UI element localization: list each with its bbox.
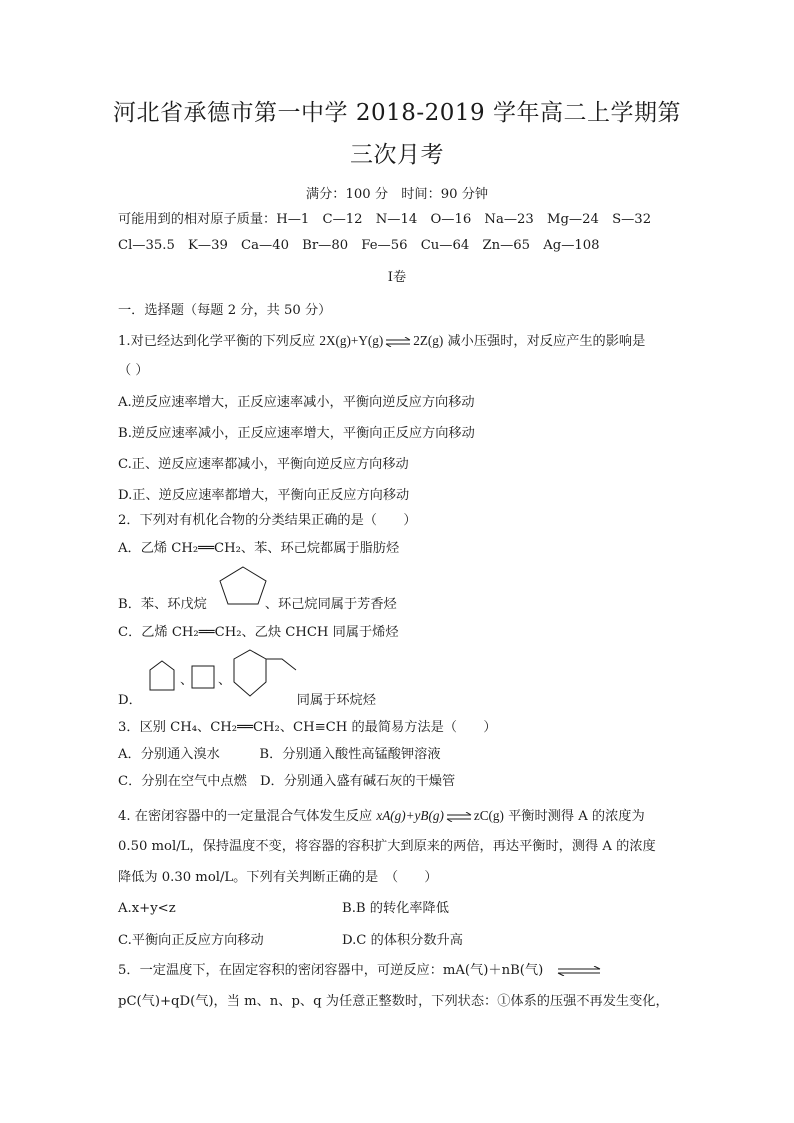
volume-label: Ⅰ卷 [387, 270, 407, 285]
q2-option-d-post: 同属于环烷烃 [296, 693, 376, 708]
q1-equation-right: 2Z(g) [413, 333, 444, 348]
atomic-mass-line-1: 可能用到的相对原子质量：H—1 C—12 N—14 O—16 Na—23 Mg—24 S—32 [118, 212, 652, 227]
q2-option-b-pre: B．苯、环戊烷 [118, 597, 207, 612]
q2-option-a: A．乙烯 CH₂══CH₂、苯、环己烷都属于脂肪烃 [118, 541, 400, 556]
cyclobutane-structure-icon [190, 664, 216, 690]
q1-stem-a: 1.对已经达到化学平衡的下列反应 [118, 334, 316, 349]
equilibrium-arrows-icon [557, 966, 601, 976]
q4-line-2: 0.50 mol/L，保持温度不变，将容器的容积扩大到原来的两倍，再达平衡时，测得 A 的浓度 [118, 839, 656, 854]
q2-option-d [118, 692, 376, 710]
q4-option-d: D.C 的体积分数升高 [342, 933, 463, 948]
q3-options-ab: A．分别通入溴水 B．分别通入酸性高锰酸钾溶液 [118, 747, 441, 762]
q2-option-d-pre: D． [118, 693, 142, 708]
q1-stem-b: 减小压强时，对反应产生的影响是 [447, 334, 646, 349]
q4-equation-right: zC(g) [473, 808, 504, 823]
equilibrium-arrows-icon [385, 337, 411, 347]
exam-info: 满分：100 分 时间：90 分钟 [305, 187, 489, 202]
q1-option-c: C.正、逆反应速率都减小，平衡向逆反应方向移动 [118, 457, 409, 472]
q5-line-2: pC(气)+qD(气)，当 m、n、p、q 为任意正整数时，下列状态：①体系的压强不再发生变化， [118, 994, 669, 1009]
q2-option-b-post: 、环己烷同属于芳香烃 [264, 597, 397, 612]
q2-option-b [118, 596, 397, 614]
q1-option-a: A.逆反应速率增大，正反应速率减小，平衡向逆反应方向移动 [118, 395, 475, 410]
section-heading: 一．选择题（每题 2 分，共 50 分） [118, 303, 332, 318]
q4-option-a: A.x+y<z [118, 901, 176, 916]
q4-equation-left: xA(g)+yB(g) [376, 808, 444, 823]
q4-option-c: C.平衡向正反应方向移动 [118, 933, 264, 948]
q2-option-d-separator-1: 、 [180, 673, 194, 688]
q4-stem-b: 平衡时测得 A 的浓度为 [508, 809, 645, 824]
atomic-mass-line-2: Cl—35.5 K—39 Ca—40 Br—80 Fe—56 Cu—64 Zn—65 Ag—108 [118, 238, 600, 253]
q2-option-c: C．乙烯 CH₂══CH₂、乙炔 CHCH 同属于烯烃 [118, 625, 399, 640]
q1-stem-c: （ ） [118, 363, 149, 378]
q4-stem [118, 807, 645, 826]
q1-stem [118, 332, 645, 351]
q1-option-b: B.逆反应速率减小，正反应速率增大，平衡向正反应方向移动 [118, 426, 475, 441]
q2-option-d-separator-2: 、 [218, 673, 232, 688]
q4-line-3: 降低为 0.30 mol/L。下列有关判断正确的是 （ ） [118, 870, 438, 885]
cyclopentene-structure-icon [148, 660, 176, 692]
q5-line-1-text: 5．一定温度下，在固定容积的密闭容器中，可逆反应：mA(气)＋nB(气) [118, 963, 544, 978]
page-title: 河北省承德市第一中学 2018-2019 学年高二上学期第三次月考 [113, 100, 681, 168]
q5-line-1 [118, 962, 603, 980]
q3-stem: 3．区别 CH₄、CH₂══CH₂、CH≡CH 的最简易方法是（ ） [118, 720, 497, 735]
q3-options-cd: C．分别在空气中点燃 D．分别通入盛有碱石灰的干燥管 [118, 774, 456, 789]
q4-option-b: B.B 的转化率降低 [342, 901, 449, 916]
equilibrium-arrows-icon [446, 812, 472, 822]
q1-equation-left: 2X(g)+Y(g) [319, 333, 384, 348]
q2-stem: 2．下列对有机化合物的分类结果正确的是（ ） [118, 513, 417, 528]
q1-option-d: D.正、逆反应速率都增大，平衡向正反应方向移动 [118, 488, 410, 503]
q4-stem-a: 4. 在密闭容器中的一定量混合气体发生反应 [118, 809, 373, 824]
